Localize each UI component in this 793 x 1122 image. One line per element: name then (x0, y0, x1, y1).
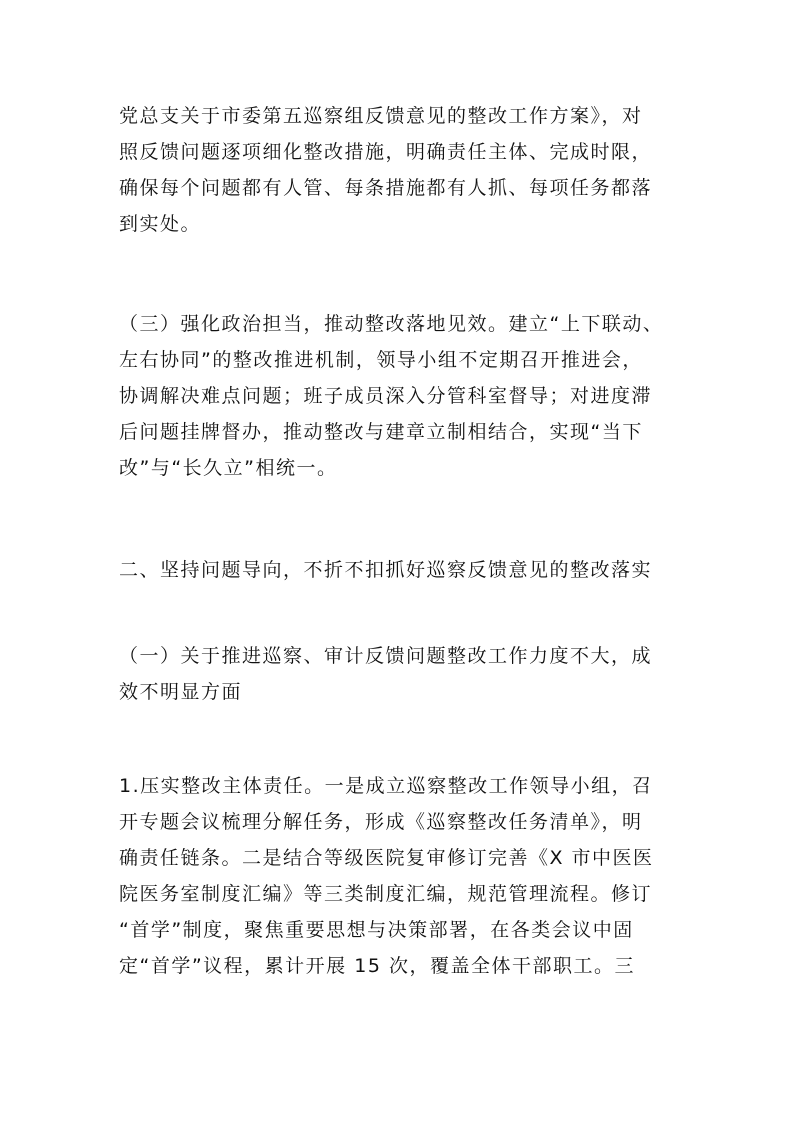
paragraph-rectification-responsibility (119, 768, 679, 984)
text-line: 改”与“长久立”相统一。 (119, 457, 338, 479)
paragraph-political-responsibility (119, 306, 679, 486)
heading-line: 效不明显方面 (119, 681, 243, 703)
heading-line: （一）关于推进巡察、审计反馈问题整改工作力度不大，成 (119, 645, 653, 667)
text-line: 左右协同”的整改推进机制，领导小组不定期召开推进会， (119, 349, 643, 371)
heading-line: 二、坚持问题导向，不折不扣抓好巡察反馈意见的整改落实 (119, 559, 653, 581)
section-heading-two (119, 552, 679, 588)
text-line: 开专题会议梳理分解任务，形成《巡察整改任务清单》，明 (119, 811, 643, 833)
paragraph-continued-plan (119, 98, 679, 242)
text-line: “首学”制度，聚焦重要思想与决策部署，在各类会议中固 (119, 919, 634, 941)
text-line: 后问题挂牌督办，推动整改与建章立制相结合，实现“当下 (119, 421, 643, 443)
text-line: 确责任链条。二是结合等级医院复审修订完善《X 市中医医 (119, 847, 654, 869)
text-line: 定“首学”议程，累计开展 15 次，覆盖全体干部职工。三 (119, 955, 635, 977)
subsection-heading-one (119, 638, 679, 710)
text-line: 1.压实整改主体责任。一是成立巡察整改工作领导小组，召 (119, 775, 653, 797)
text-line: （三）强化政治担当，推动整改落地见效。建立“上下联动、 (119, 313, 664, 335)
text-line: 到实处。 (119, 213, 202, 235)
text-line: 照反馈问题逐项细化整改措施，明确责任主体、完成时限， (119, 141, 653, 163)
text-line: 院医务室制度汇编》等三类制度汇编，规范管理流程。修订 (119, 883, 653, 905)
text-line: 协调解决难点问题；班子成员深入分管科室督导；对进度滞 (119, 385, 653, 407)
text-line: 党总支关于市委第五巡察组反馈意见的整改工作方案》，对 (119, 105, 643, 127)
text-line: 确保每个问题都有人管、每条措施都有人抓、每项任务都落 (119, 177, 653, 199)
